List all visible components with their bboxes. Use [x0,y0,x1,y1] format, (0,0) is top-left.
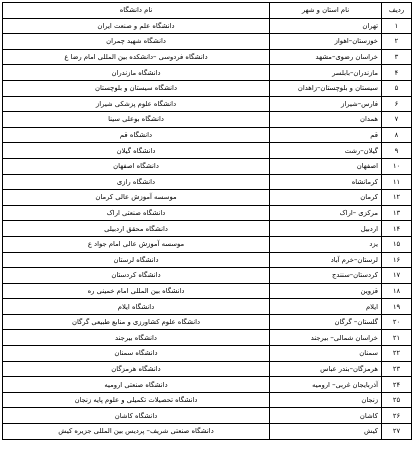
university-cell: دانشگاه کاشان [3,408,270,424]
table-row [3,408,412,424]
table-row [3,361,412,377]
row-number: ۱۵ [382,236,412,252]
table-body [3,18,412,439]
university-cell: دانشگاه هرمزگان [3,361,270,377]
table-row [3,174,412,190]
row-number: ۳ [382,49,412,65]
university-cell: دانشگاه لرستان [3,252,270,268]
row-number: ۲۲ [382,346,412,362]
row-number: ۱۹ [382,299,412,315]
province-city-cell: هرمزگان–بندر عباس [270,361,382,377]
row-number: ۲۰ [382,314,412,330]
row-number: ۱۳ [382,205,412,221]
university-cell: دانشگاه صنعتی اراک [3,205,270,221]
table-row [3,34,412,50]
university-cell: دانشگاه قم [3,127,270,143]
province-city-cell: گیلان–رشت [270,143,382,159]
university-cell: دانشگاه علوم کشاورزی و منابع طبیعی گرگان [3,314,270,330]
province-city-cell: سیستان و بلوچستان–زاهدان [270,80,382,96]
province-city-cell: کیش [270,424,382,440]
university-cell: دانشگاه اصفهان [3,158,270,174]
table-row [3,299,412,315]
university-cell: دانشگاه علوم پزشکی شیراز [3,96,270,112]
row-number: ۶ [382,96,412,112]
province-city-cell: قم [270,127,382,143]
table-row [3,96,412,112]
row-number: ۱۰ [382,158,412,174]
university-cell: دانشگاه علم و صنعت ایران [3,18,270,34]
row-number: ۲۱ [382,330,412,346]
row-number: ۱۴ [382,221,412,237]
row-number: ۱۶ [382,252,412,268]
table-row [3,268,412,284]
university-cell: دانشگاه سیستان و بلوچستان [3,80,270,96]
province-city-cell: خوزستان–اهواز [270,34,382,50]
table-row [3,314,412,330]
province-city-cell: اصفهان [270,158,382,174]
university-cell: موسسه آموزش عالی امام جواد ع [3,236,270,252]
row-number: ۲۳ [382,361,412,377]
table-row [3,158,412,174]
university-cell: دانشگاه رازی [3,174,270,190]
table-row [3,221,412,237]
header-province-city: نام استان و شهر [270,3,382,19]
university-cell: دانشگاه بین المللی امام خمینی ره [3,283,270,299]
province-city-cell: ایلام [270,299,382,315]
table-row [3,205,412,221]
header-row-number: ردیف [382,3,412,19]
university-cell: دانشگاه ایلام [3,299,270,315]
table-row [3,190,412,206]
table-row [3,18,412,34]
table-row [3,283,412,299]
table-row [3,346,412,362]
province-city-cell: مرکزی –اراک [270,205,382,221]
table-row [3,80,412,96]
header-university: نام دانشگاه [3,3,270,19]
province-city-cell: کردستان–سنندج [270,268,382,284]
row-number: ۱۱ [382,174,412,190]
university-cell: دانشگاه شهید چمران [3,34,270,50]
table-row [3,236,412,252]
university-cell: دانشگاه صنعتی ارومیه [3,377,270,393]
province-city-cell: خراسان شمالی– بیرجند [270,330,382,346]
row-number: ۲۵ [382,392,412,408]
table-row [3,49,412,65]
province-city-cell: قزوین [270,283,382,299]
universities-table [2,2,412,440]
table-row [3,127,412,143]
province-city-cell: گلستان– گرگان [270,314,382,330]
row-number: ۲ [382,34,412,50]
row-number: ۲۶ [382,408,412,424]
table-row [3,252,412,268]
university-cell: دانشگاه صنعتی شریف– پردیس بین المللی جزیره کیش [3,424,270,440]
row-number: ۷ [382,112,412,128]
province-city-cell: زنجان [270,392,382,408]
province-city-cell: اردبیل [270,221,382,237]
row-number: ۲۴ [382,377,412,393]
province-city-cell: کاشان [270,408,382,424]
province-city-cell: فارس–شیراز [270,96,382,112]
province-city-cell: یزد [270,236,382,252]
province-city-cell: آذربایجان غربی– ارومیه [270,377,382,393]
table-row [3,424,412,440]
university-cell: دانشگاه بوعلی سینا [3,112,270,128]
table-row [3,65,412,81]
university-cell: دانشگاه مازندران [3,65,270,81]
table-row [3,377,412,393]
row-number: ۱۷ [382,268,412,284]
row-number: ۱۲ [382,190,412,206]
province-city-cell: سمنان [270,346,382,362]
province-city-cell: خراسان رضوی–مشهد [270,49,382,65]
university-cell: دانشگاه محقق اردبیلی [3,221,270,237]
university-cell: دانشگاه بیرجند [3,330,270,346]
province-city-cell: کرمانشاه [270,174,382,190]
row-number: ۴ [382,65,412,81]
table-header-row [3,3,412,19]
table-row [3,143,412,159]
university-cell: موسسه آموزش عالی کرمان [3,190,270,206]
row-number: ۱۸ [382,283,412,299]
row-number: ۹ [382,143,412,159]
university-cell: دانشگاه گیلان [3,143,270,159]
university-cell: دانشگاه کردستان [3,268,270,284]
university-cell: دانشگاه فردوسی –دانشکده بین المللی امام رضا ع [3,49,270,65]
table-row [3,112,412,128]
university-cell: دانشگاه تحصیلات تکمیلی و علوم پایه زنجان [3,392,270,408]
row-number: ۵ [382,80,412,96]
row-number: ۲۷ [382,424,412,440]
province-city-cell: مازندران–بابلسر [270,65,382,81]
province-city-cell: کرمان [270,190,382,206]
university-cell: دانشگاه سمنان [3,346,270,362]
province-city-cell: لرستان–خرم آباد [270,252,382,268]
row-number: ۸ [382,127,412,143]
row-number: ۱ [382,18,412,34]
province-city-cell: همدان [270,112,382,128]
table-row [3,330,412,346]
table-row [3,392,412,408]
province-city-cell: تهران [270,18,382,34]
